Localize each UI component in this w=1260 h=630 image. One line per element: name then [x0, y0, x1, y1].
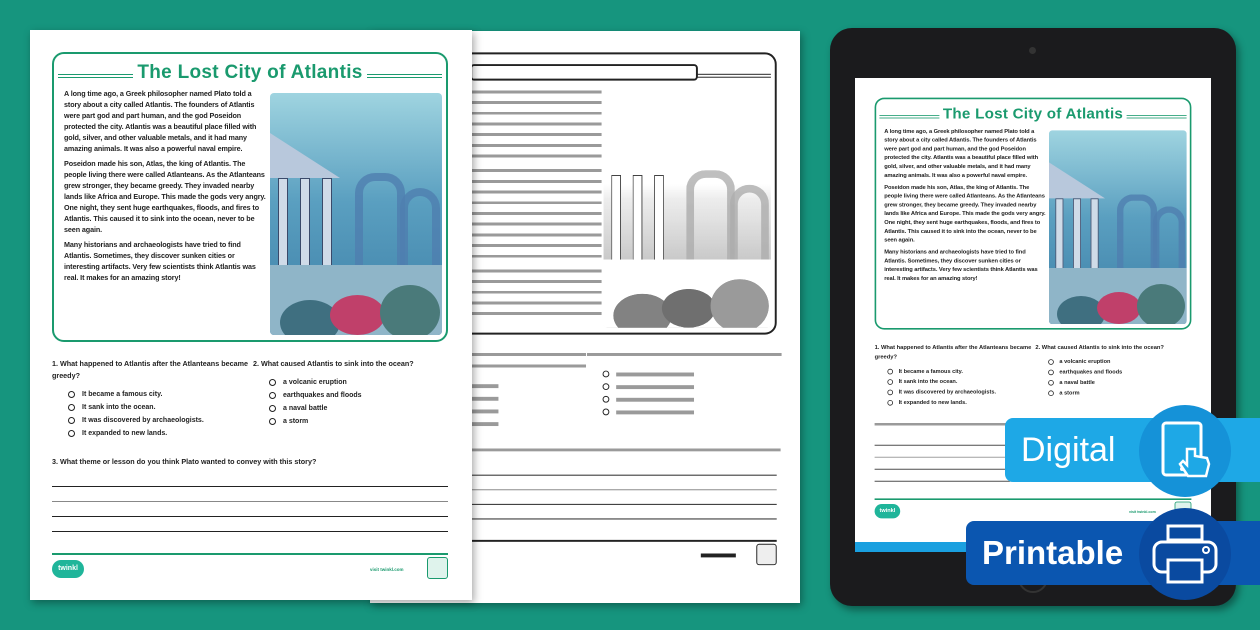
worksheet-title: The Lost City of Atlantis	[940, 106, 1127, 123]
answer-option[interactable]: a storm	[1048, 388, 1122, 398]
question-2-options	[269, 376, 362, 428]
visit-link: visit twinkl.com	[370, 567, 404, 572]
answer-option[interactable]: earthquakes and floods	[269, 389, 362, 402]
question-1-options	[887, 366, 996, 408]
story-paragraph: Poseidon made his son, Atlas, the king of Atlantis. The people living there were called Atlanteans. As the Atlanteans grew stronger, they became greedy. They invaded nearby lands like Africa and Europe. This made the gods very angry. One night, they sent huge earthquakes, floods, and fires to Atlantis. This caused it to sink into the ocean, never to be seen again.	[884, 183, 1046, 244]
story-text	[64, 88, 268, 287]
story-paragraph: Poseidon made his son, Atlas, the king of Atlantis. The people living there were called Atlanteans. As the Atlanteans grew stronger, they became greedy. They invaded nearby lands like Africa and Europe. This made the gods very angry. One night, they sent huge earthquakes, floods, and fires to Atlantis. This caused it to sink into the ocean, never to be seen again.	[64, 159, 266, 234]
radio-button[interactable]	[1048, 359, 1054, 365]
atlantis-illustration	[1049, 130, 1187, 324]
story-paragraph: Many historians and archaeologists have tried to find Atlantis. Sometimes, they discover sunken cities or interesting artifacts. Very few scientists think Atlantis was real. It makes for an amazing story!	[884, 248, 1038, 282]
question-1-options	[68, 388, 204, 440]
radio-button[interactable]	[68, 404, 75, 411]
text-placeholder	[616, 385, 694, 389]
quality-badge-icon	[756, 544, 776, 565]
radio-button[interactable]	[887, 379, 893, 385]
answer-option[interactable]: It expanded to new lands.	[887, 398, 996, 408]
worksheet-title-placeholder	[470, 65, 698, 82]
visit-link-placeholder	[701, 554, 736, 558]
tablet-touch-icon	[1139, 405, 1231, 497]
answer-option[interactable]: earthquakes and floods	[1048, 367, 1122, 377]
answer-line[interactable]	[52, 531, 448, 532]
question-2-options	[1048, 357, 1122, 399]
story-paragraph: A long time ago, a Greek philosopher named Plato told a story about a city called Atlantis. The founders of Atlantis were part god and part human, and the god Poseidon protected the city. Atlantis was a beautiful place filled with gold, silver, and other valuable metals, and it had many amazing animals. It was also a powerful naval empire.	[884, 127, 1039, 179]
twinkl-logo: twinkl	[875, 504, 901, 518]
question-1: 1. What happened to Atlantis after the Atlanteans became greedy?	[52, 359, 248, 380]
question-1: 1. What happened to Atlantis after the Atlanteans became greedy?	[874, 343, 1032, 360]
radio-button[interactable]	[603, 396, 610, 403]
answer-option[interactable]: It sank into the ocean.	[68, 401, 204, 414]
story-paragraph: A long time ago, a Greek philosopher named Plato told a story about a city called Atlantis. The founders of Atlantis were part god and part human, and the god Poseidon protected the city. Atlantis was a beautiful place filled with gold, silver, and other valuable metals, and it had many amazing animals. It was also a powerful naval empire.	[64, 89, 257, 153]
atlantis-illustration	[604, 92, 771, 327]
radio-button[interactable]	[603, 371, 610, 378]
radio-button[interactable]	[1048, 370, 1054, 376]
radio-button[interactable]	[887, 369, 893, 375]
story-box	[52, 52, 448, 342]
question-3: 3. What theme or lesson do you think Plato wanted to convey with this story?	[52, 457, 317, 466]
footer-rule	[875, 498, 1192, 500]
story-paragraph: Many historians and archaeologists have tried to find Atlantis. Sometimes, they discover sunken cities or interesting artifacts. Very few scientists think Atlantis was real. It makes for an amazing story!	[64, 240, 256, 282]
answer-option[interactable]	[603, 380, 694, 393]
story-box	[875, 98, 1192, 330]
answer-option[interactable]: a naval battle	[269, 402, 362, 415]
answer-option[interactable]: a naval battle	[1048, 378, 1122, 388]
color-worksheet-page	[30, 30, 472, 600]
radio-button[interactable]	[68, 391, 75, 398]
text-placeholder	[616, 397, 694, 401]
answer-option[interactable]: It was discovered by archaeologists.	[68, 414, 204, 427]
answer-option[interactable]: It sank into the ocean.	[887, 377, 996, 387]
footer-rule	[52, 553, 448, 555]
twinkl-logo: twinkl	[52, 560, 84, 578]
answer-line[interactable]	[52, 501, 448, 502]
camera-icon	[1029, 47, 1036, 54]
radio-button[interactable]	[887, 390, 893, 396]
question-2: 2. What caused Atlantis to sink into the ocean?	[253, 359, 414, 368]
visit-link: visit twinkl.com	[1129, 509, 1156, 514]
radio-button[interactable]	[269, 379, 276, 386]
printable-tag: Printable	[966, 521, 1260, 585]
radio-button[interactable]	[603, 409, 610, 416]
radio-button[interactable]	[1048, 380, 1054, 386]
question-2-options	[603, 368, 694, 419]
worksheet	[30, 30, 472, 600]
answer-option[interactable]: It expanded to new lands.	[68, 427, 204, 440]
answer-option[interactable]: a volcanic eruption	[1048, 357, 1122, 367]
question-2-placeholder	[587, 350, 782, 356]
atlantis-illustration	[270, 93, 442, 335]
radio-button[interactable]	[68, 430, 75, 437]
text-placeholder	[616, 372, 694, 376]
answer-option[interactable]: It became a famous city.	[68, 388, 204, 401]
radio-button[interactable]	[269, 392, 276, 399]
answer-option[interactable]	[603, 393, 694, 406]
answer-option[interactable]	[603, 406, 694, 419]
radio-button[interactable]	[269, 418, 276, 425]
answer-option[interactable]	[603, 368, 694, 381]
quality-badge-icon	[427, 557, 448, 579]
answer-option[interactable]: a storm	[269, 415, 362, 428]
answer-option[interactable]: It became a famous city.	[887, 366, 996, 376]
answer-line[interactable]	[52, 516, 448, 517]
radio-button[interactable]	[1048, 390, 1054, 396]
story-text	[884, 126, 1047, 285]
radio-button[interactable]	[887, 400, 893, 406]
worksheet-title: The Lost City of Atlantis	[133, 62, 366, 83]
printer-icon	[1139, 508, 1231, 600]
radio-button[interactable]	[269, 405, 276, 412]
answer-option[interactable]: It was discovered by archaeologists.	[887, 387, 996, 397]
question-2: 2. What caused Atlantis to sink into the ocean?	[1035, 343, 1164, 351]
text-placeholder	[616, 410, 694, 414]
radio-button[interactable]	[68, 417, 75, 424]
answer-line[interactable]	[52, 486, 448, 487]
digital-tag: Digital	[1005, 418, 1260, 482]
radio-button[interactable]	[603, 383, 610, 390]
answer-option[interactable]: a volcanic eruption	[269, 376, 362, 389]
